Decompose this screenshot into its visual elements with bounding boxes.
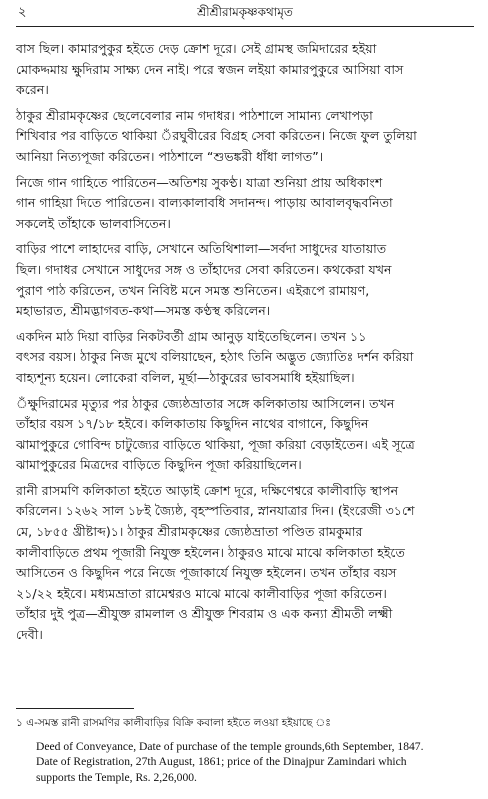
paragraph: ঁক্ষুদিরামের মৃত্যুর পর ঠাকুর জ্যেষ্ঠভ্রাতার সঙ্গে কলিকাতায় আসিলেন। তখন তাঁহার বয়স ১৭/১৮ হইবে। কলিকাতায় কিছুদিন নাথের বাগানে, কিছুদিন ঝামাপুকুরে গোবিন্দ চাটুজ্যের বাড়িতে থাকিয়া, পূজা করিয়া বেড়াইতেন। এই সূত্রে ঝামাপুকুরের মিত্রদের বাড়িতে কিছুদিন পূজা করিয়াছিলেন। xyxy=(16,395,415,473)
footnote-bengali: ১ এ-সমস্ত রানী রাসমণির কালীবাড়ির বিক্রি কবালা হইতে লওয়া হইয়াছে ঃ xyxy=(16,717,331,729)
paragraph: রানী রাসমণি কলিকাতা হইতে আড়াই ক্রোশ দূরে, দক্ষিণেশ্বরে কালীবাড়ি স্থাপন করিলেন। ১২৬২ সাল ১৮ই জ্যৈষ্ঠ, বৃহস্পতিবার, স্নানযাত্রার দিন। (ইংরেজী ৩১শে মে, ১৮৫৫ খ্রীষ্টাব্দ)১। ঠাকুর শ্রীরামকৃষ্ণের জ্যেষ্ঠভ্রাতা পণ্ডিত রামকুমার কালীবাড়িতে প্রথম পূজারী নিযুক্ত হইলেন। ঠাকুরও মাঝে মাঝে কলিকাতা হইতে আসিতেন ও কিছুদিন পরে নিজে পূজাকার্যে নিযুক্ত হইলেন। তখন তাঁহার বয়স ২১/২২ হইবে। মধ্যমভ্রাতা রামেশ্বরও মাঝে মাঝে কালীবাড়ির পূজা করিতেন। তাঁহার দুই পুত্র—শ্রীযুক্ত রামলাল ও শ্রীযুক্ত শিবরাম ও এক কন্যা শ্রীমতী লক্ষ্মী দেবী। xyxy=(16,482,415,643)
paragraph: বাড়ির পাশে লাহাদের বাড়ি, সেখানে অতিথিশালা—সর্বদা সাধুদের যাতায়াত ছিল। গদাধর সেখানে সাধুদের সঙ্গ ও তাঁহাদের সেবা করিতেন। কথকেরা যখন পুরাণ পাঠ করিতেন, তখন নিবিষ্ট মনে সমস্ত শুনিতেন। এইরূপে রামায়ণ, মহাভারত, শ্রীমদ্ভাগবত-কথা—সমস্ত কণ্ঠস্থ করিলেন। xyxy=(16,241,392,319)
paragraph: একদিন মাঠ দিয়া বাড়ির নিকটবর্তী গ্রাম আনুড় যাইতেছিলেন। তখন ১১ বৎসর বয়স। ঠাকুর নিজ মুখে বলিয়াছেন, হঠাৎ তিনি অদ্ভুত জ্যোতিঃ দর্শন করিয়া বাহ্যশূন্য হয়েন। লোকেরা বলিল, মূর্ছা—ঠাকুরের ভাবসমাধি হইয়াছিল। xyxy=(16,328,414,385)
paragraph: নিজে গান গাহিতে পারিতেন—অতিশয় সুকণ্ঠ। যাত্রা শুনিয়া প্রায় অধিকাংশ গান গাহিয়া দিতে পারিতেন। বাল্যকালাবধি সদানন্দ। পাড়ায় আবালবৃদ্ধবনিতা সকলেই তাঁহাকে ভালবাসিতেন। xyxy=(16,174,393,231)
footnote-divider xyxy=(16,708,134,709)
main-text xyxy=(16,39,474,646)
page-number: ২ xyxy=(18,5,27,20)
running-title: শ্রীশ্রীরামকৃষ্ণকথামৃত xyxy=(197,5,293,19)
paragraph: বাস ছিল। কামারপুকুর হইতে দেড় ক্রোশ দূরে। সেই গ্রামস্থ জমিদারের হইয়া মোকদ্দমায় ক্ষুদিরাম সাক্ষ্য দেন নাই। পরে স্বজন লইয়া কামারপুকুরে আসিয়া বাস করেন। xyxy=(16,41,404,98)
footnote-english: Deed of Conveyance, Date of purchase of the temple grounds,6th September, 1847. Date of Registration, 27th August, 1861; price of the Dinajpur Zamindari which supports the Temple, Rs. 2,26,000. xyxy=(36,740,424,784)
paragraph: ঠাকুর শ্রীরামকৃষ্ণের ছেলেবেলার নাম গদাধর। পাঠশালে সামান্য লেখাপড়া শিখিবার পর বাড়িতে থাকিয়া ঁরঘুবীরের বিগ্রহ সেবা করিতেন। নিজে ফুল তুলিয়া আনিয়া নিত্যপূজা করিতেন। পাঠশালে “শুভঙ্করী ধাঁধা লাগত”। xyxy=(16,107,417,164)
page-header xyxy=(16,0,474,27)
footnote-section xyxy=(16,708,474,785)
